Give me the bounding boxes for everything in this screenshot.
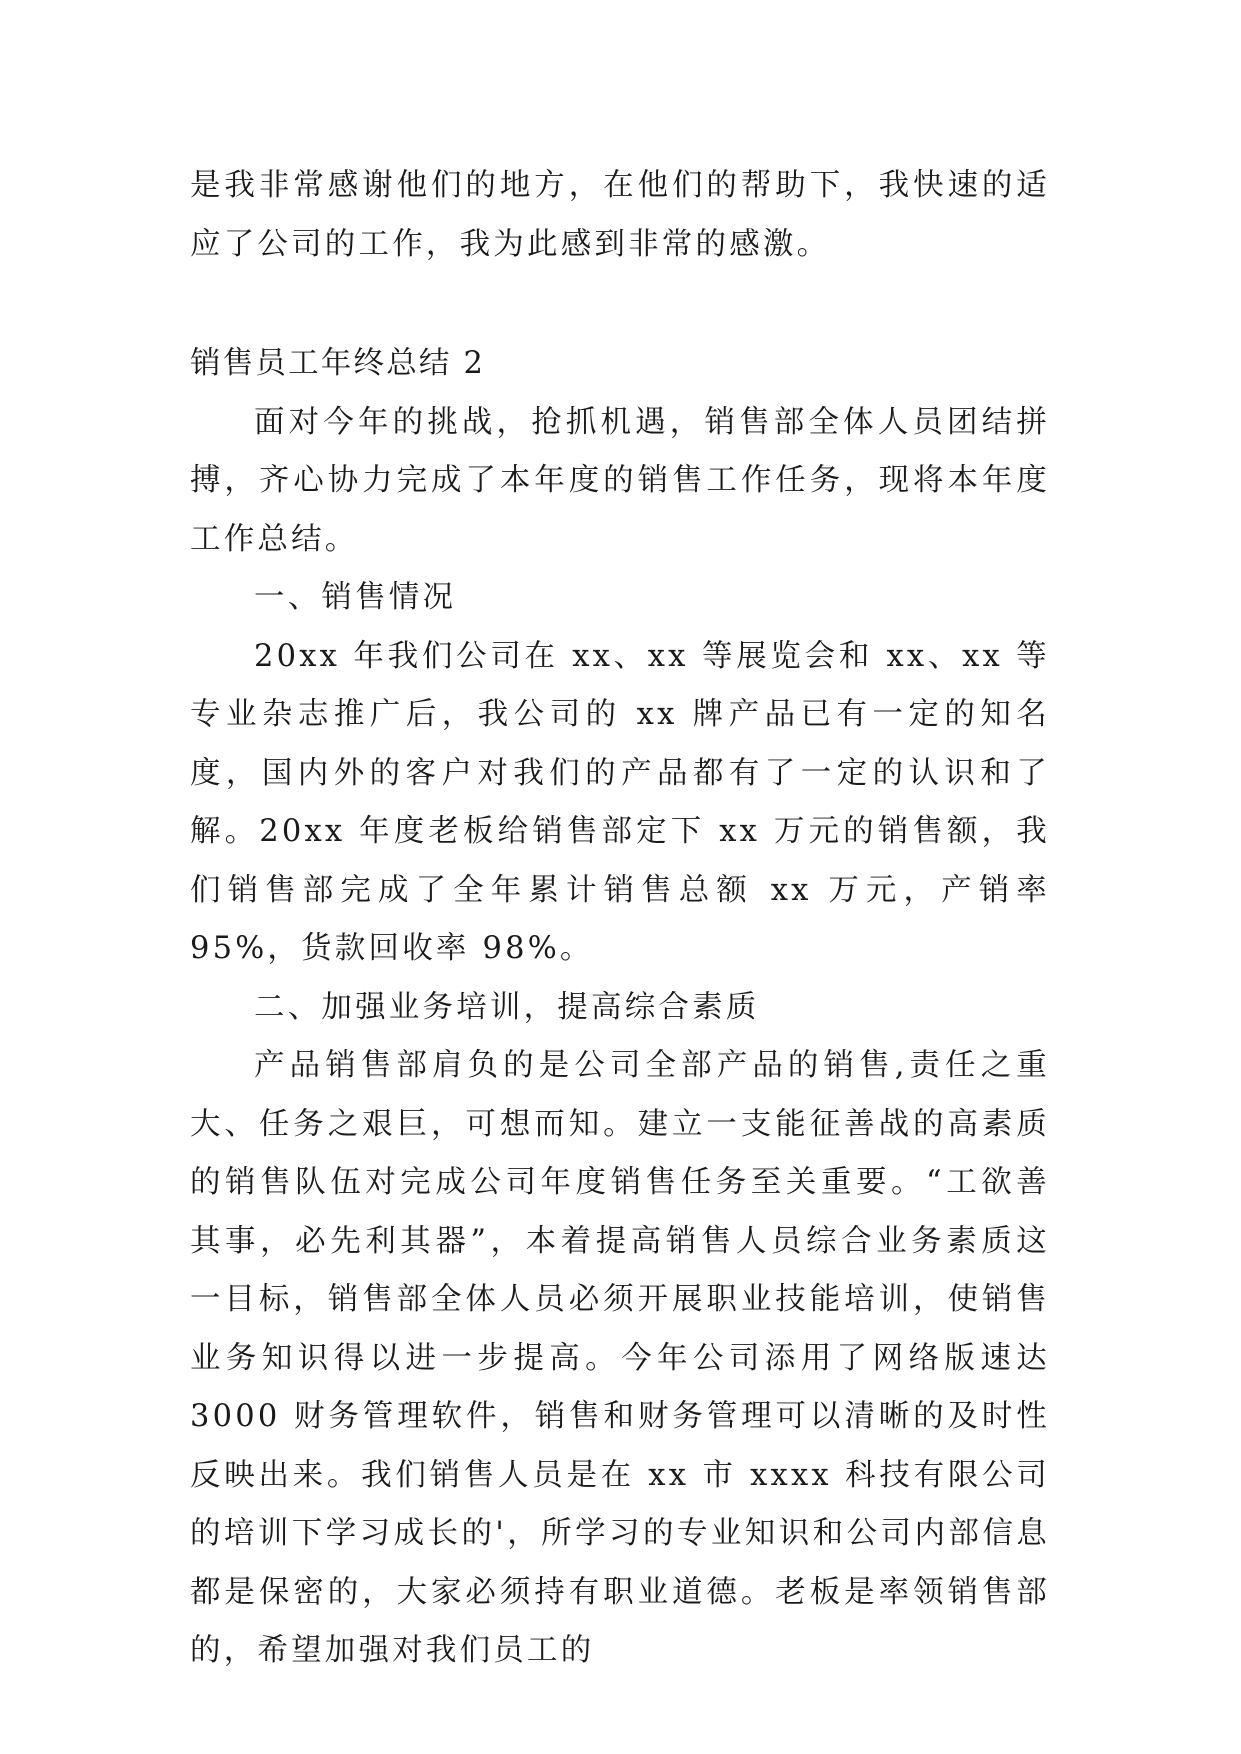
section-2: [190, 335, 1050, 1681]
previous-section-tail: [190, 157, 1050, 274]
section-title: 销售员工年终总结 2: [190, 346, 486, 381]
training-paragraph: 产品销售部肩负的是公司全部产品的销售,责任之重大、任务之艰巨，可想而知。建立一支能征善战的高素质的销售队伍对完成公司年度销售任务至关重要。“工欲善其事，必先利其器”，本着提高销售人员综合业务素质这一目标，销售部全体人员必须开展职业技能培训，使销售业务知识得以进一步提高。今年公司添用了网络版速达 3000 财务管理软件，销售和财务管理可以清晰的及时性反映出来。我们销售人员是在 xx 市 xxxx 科技有限公司的培训下学习成长的'，所学习的专业知识和公司内部信息都是保密的，大家必须持有职业道德。老板是率领销售部的，希望加强对我们员工的: [190, 1048, 1050, 1668]
subheading-sales-situation: 一、销售情况: [254, 580, 457, 615]
continuation-paragraph: 是我非常感谢他们的地方，在他们的帮助下，我快速的适应了公司的工作，我为此感到非常的感激。: [190, 168, 1050, 262]
intro-paragraph: 面对今年的挑战，抢抓机遇，销售部全体人员团结拼搏，齐心协力完成了本年度的销售工作任务，现将本年度工作总结。: [190, 404, 1050, 557]
subheading-training: 二、加强业务培训，提高综合素质: [254, 989, 760, 1025]
sales-situation-paragraph: 20xx 年我们公司在 xx、xx 等展览会和 xx、xx 等专业杂志推广后，我公司的 xx 牌产品已有一定的知名度，国内外的客户对我们的产品都有了一定的认识和了解。20xx 年度老板给销售部定下 xx 万元的销售额，我们销售部完成了全年累计销售总额 xx 万元，产销率 95%，货款回收率 98%。: [190, 638, 1050, 966]
